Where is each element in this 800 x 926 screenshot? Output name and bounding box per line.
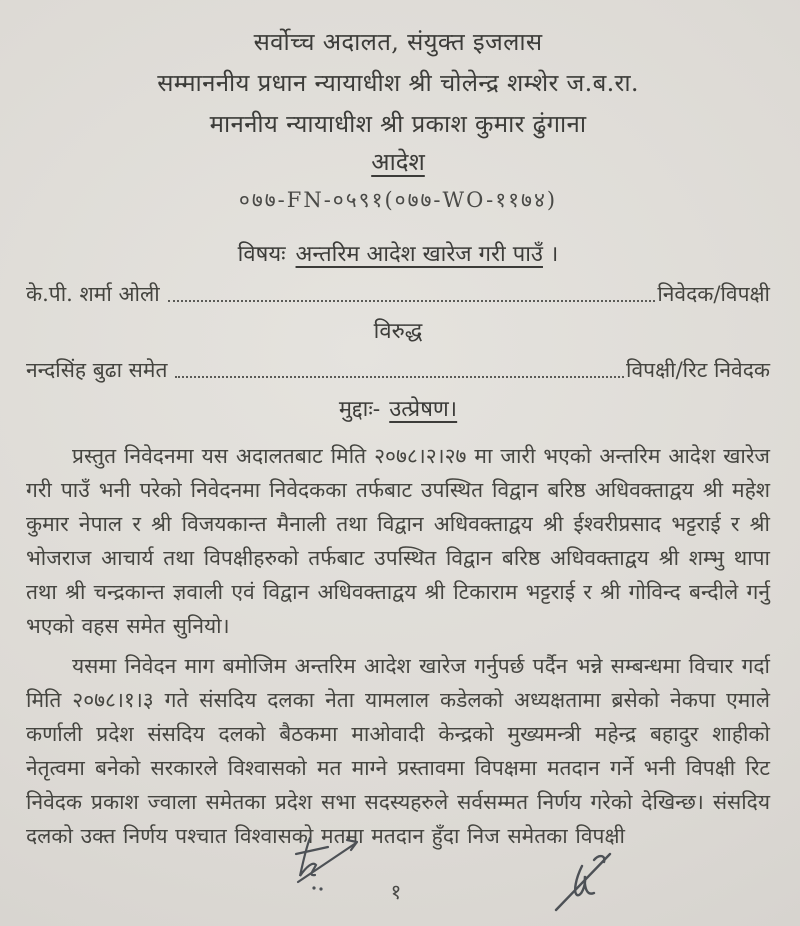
page-number: १ <box>390 880 402 904</box>
respondent-role: विपक्षी/रिट निवेदक <box>626 358 770 382</box>
subject-text: अन्तरिम आदेश खारेज गरी पाउँ <box>295 242 543 267</box>
justice-line: माननीय न्यायाधीश श्री प्रकाश कुमार ढुंगाना <box>209 110 587 138</box>
petitioner-name: के.पी. शर्मा ओली <box>26 282 160 306</box>
order-paragraph-2: यसमा निवेदन माग बमोजिम अन्तरिम आदेश खारेज गर्नुपर्छ पर्दैन भन्ने सम्बन्धमा विचार गर्दा मिति २०७८।१।३ गते संसदिय दलका नेता यामलाल कडेलको अध्यक्षतामा ब्रसेको नेकपा एमाले कर्णाली प्रदेश संसदिय दलको बैठकमा माओवादी केन्द्रको मुख्यमन्त्री महेन्द्र बहादुर शाहीको नेतृत्वमा बनेको सरकारले विश्वासको मत माग्ने प्रस्तावमा विपक्षमा मतदान गर्ने भनी विपक्षी रिट निवेदक प्रकाश ज्वाला समेतका प्रदेश सभा सदस्यहरुले सर्वसम्मत निर्णय गरेको देखिन्छ। संसदिय दलको उक्त निर्णय पश्चात विश्वासको मतमा मतदान हुँदा निज समेतका विपक्षी <box>26 654 770 848</box>
versus-label: विरुद्ध <box>373 319 423 344</box>
subject-terminator: । <box>542 242 559 267</box>
respondent-row <box>26 355 770 385</box>
case-type-label: मुद्दाः- <box>338 397 381 422</box>
dotted-leader <box>168 300 656 302</box>
court-name: सर्वोच्च अदालत, संयुक्त इजलास <box>253 28 543 56</box>
case-number: ०७७-FN-०५९१(०७७-WO-११७४) <box>238 188 558 212</box>
subject-label: विषयः <box>237 242 286 267</box>
signature-right-icon <box>548 846 628 922</box>
petitioner-row <box>26 279 770 309</box>
respondent-name: नन्दसिंह बुढा समेत <box>26 358 168 382</box>
order-paragraph-1: प्रस्तुत निवेदनमा यस अदालतबाट मिति २०७८।२।२७ मा जारी भएको अन्तरिम आदेश खारेज गरी पाउँ भनी परेको निवेदनमा निवेदकका तर्फबाट उपस्थित विद्वान बरिष्ठ अधिवक्ताद्वय श्री महेश कुमार नेपाल र श्री विजयकान्त मैनाली तथा विद्वान अधिवक्ताद्वय श्री ईश्वरीप्रसाद भट्टराई र श्री भोजराज आचार्य तथा विपक्षीहरुको तर्फबाट उपस्थित विद्वान बरिष्ठ अधिवक्ताद्वय श्री शम्भु थापा तथा श्री चन्द्रकान्त ज्ञवाली एवं विद्वान अधिवक्ताद्वय श्री टिकाराम भट्टराई र श्री गोविन्द बन्दीले गर्नु भएको वहस समेत सुनियो। <box>26 444 770 638</box>
case-type-value: उत्प्रेषण। <box>389 397 458 422</box>
petitioner-role: निवेदक/विपक्षी <box>657 282 770 306</box>
order-heading: आदेश <box>371 148 425 176</box>
case-type-line <box>26 395 770 425</box>
chief-justice-line: सम्माननीय प्रधान न्यायाधीश श्री चोलेन्द्र शम्शेर ज.ब.रा. <box>157 69 639 97</box>
signature-left-icon <box>288 830 372 900</box>
dotted-leader <box>175 376 624 378</box>
subject-line <box>26 239 770 271</box>
